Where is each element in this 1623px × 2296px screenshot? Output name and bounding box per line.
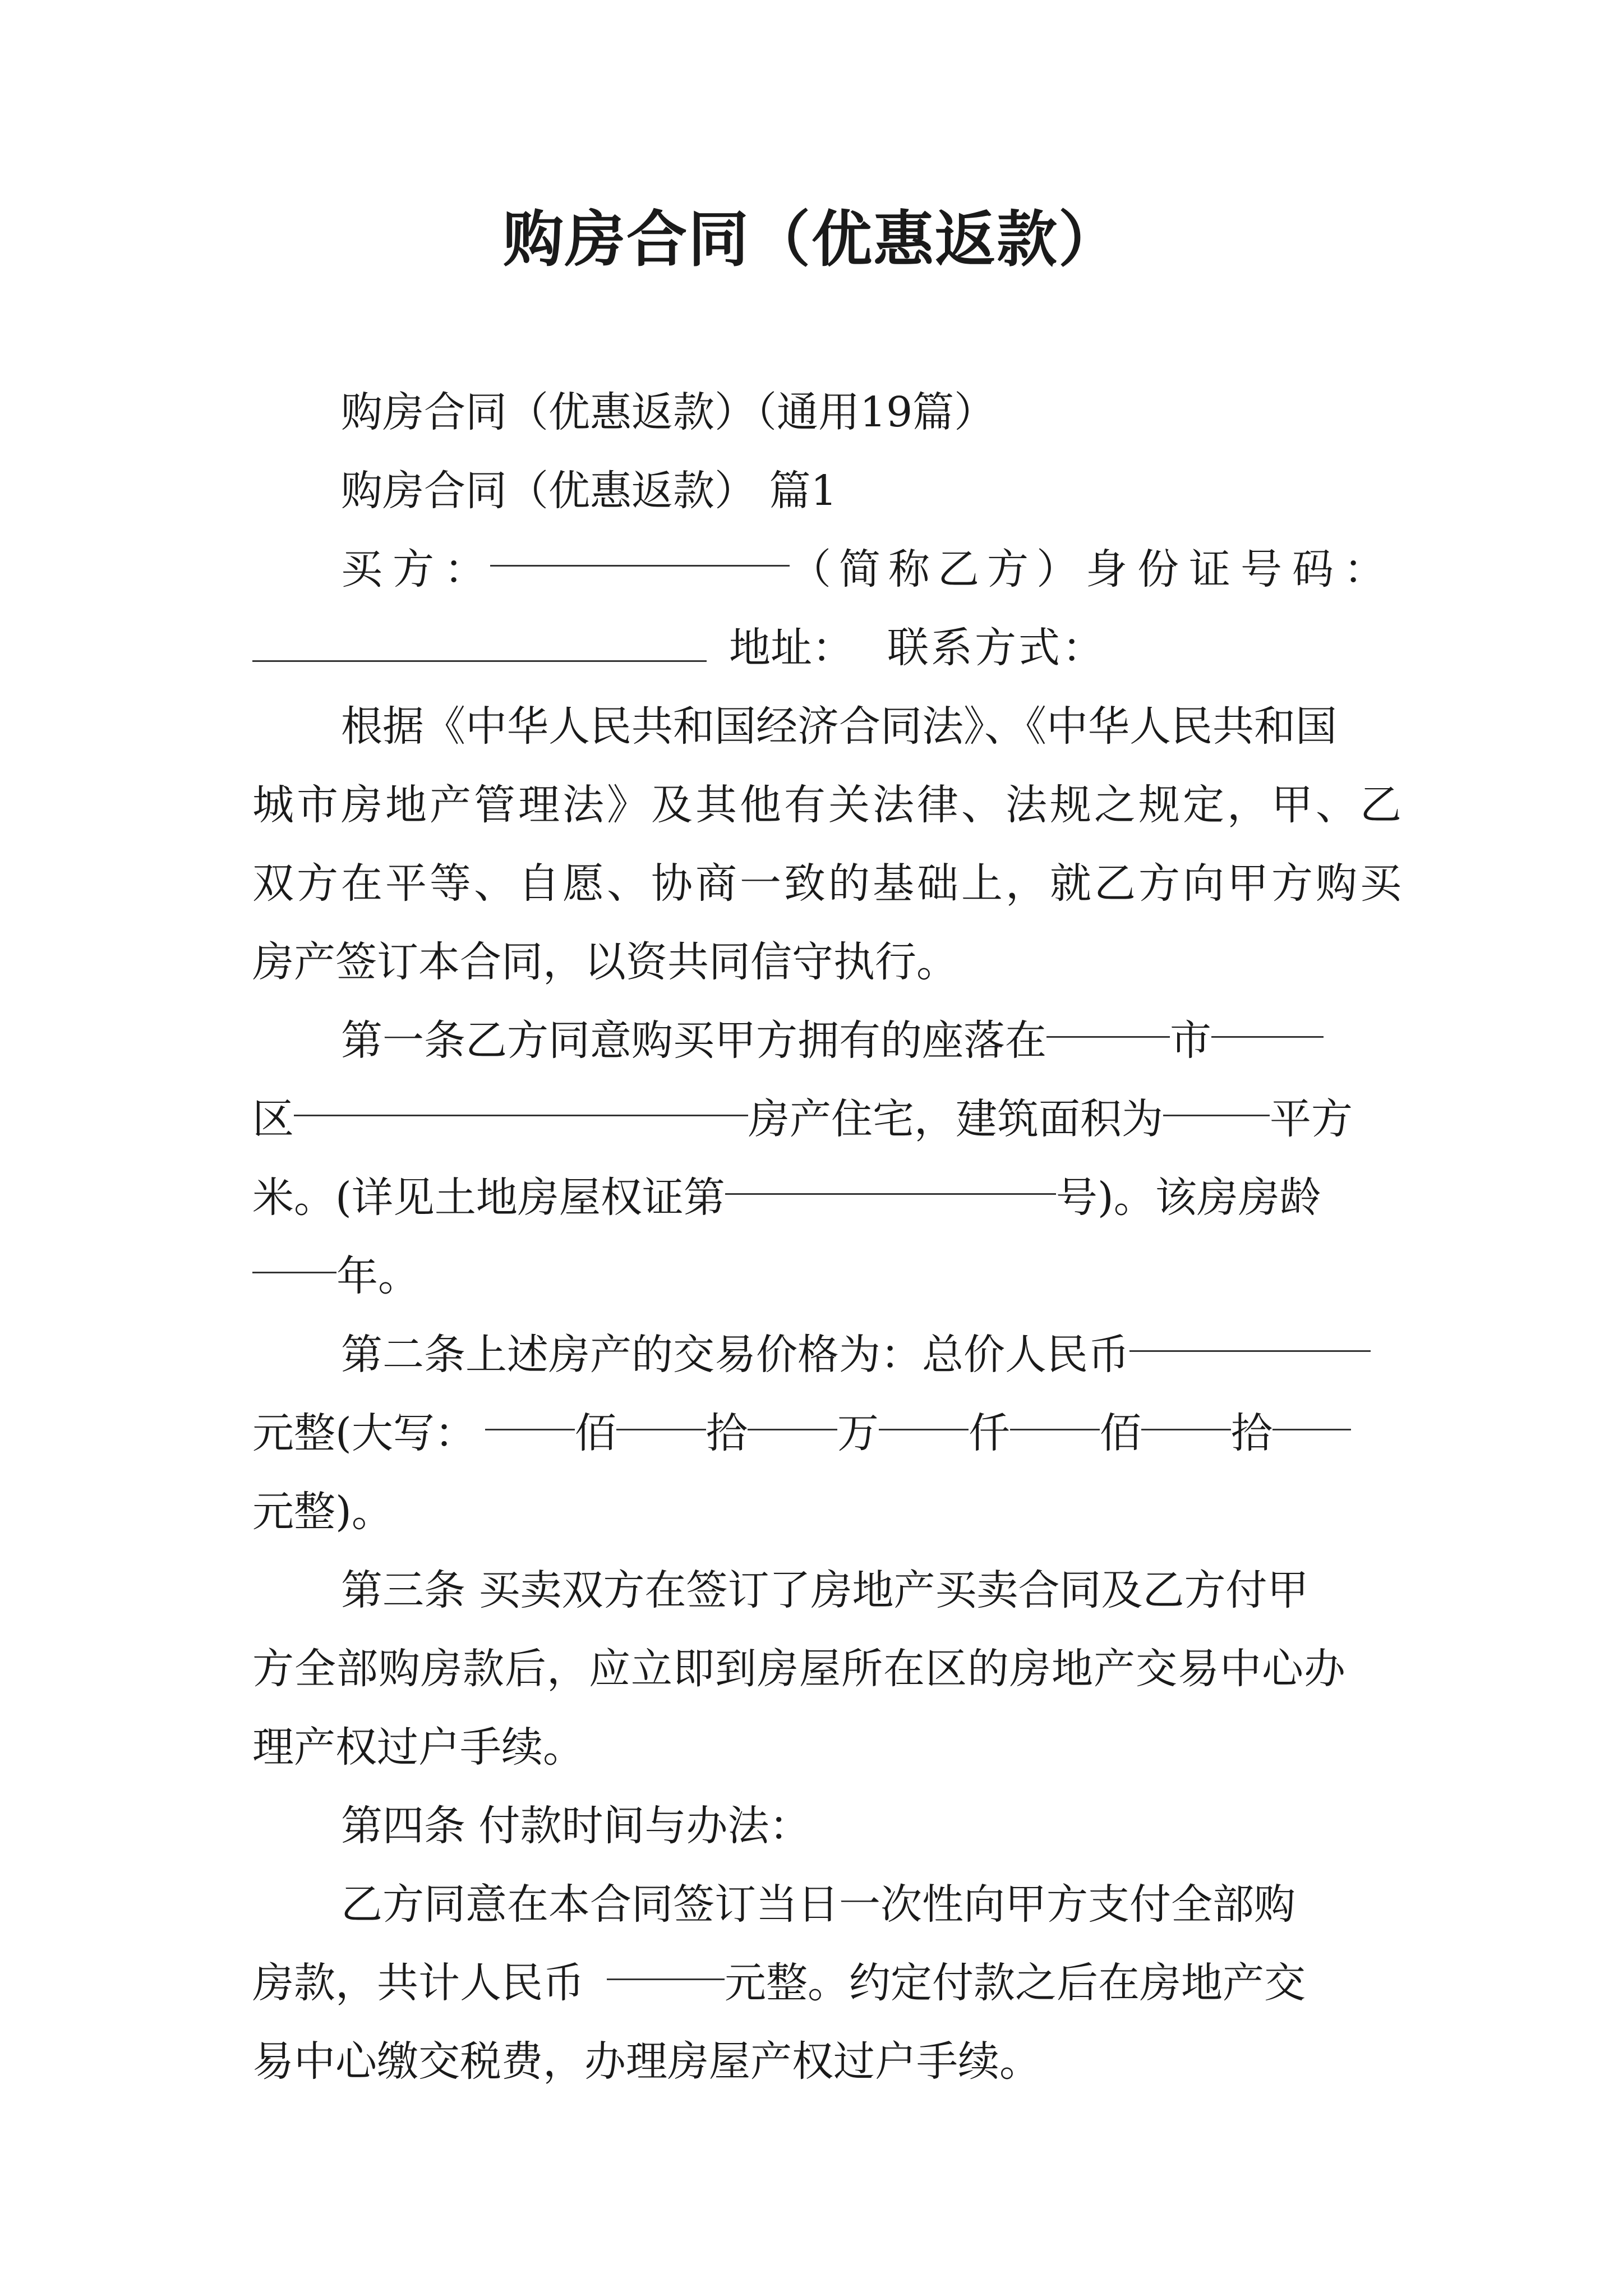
payment-total-text: 房款，共计人民币 bbox=[252, 1959, 584, 2007]
unit-shi-1: 拾 bbox=[706, 1409, 748, 1457]
intro-line-2 bbox=[252, 766, 1404, 844]
document-subtitle: 购房合同（优惠返款）（通用19篇） bbox=[341, 388, 996, 436]
section-heading: 购房合同（优惠返款） 篇1 bbox=[341, 467, 837, 515]
unit-bai-2: 佰 bbox=[1099, 1409, 1141, 1457]
city-blank-2 bbox=[1211, 1001, 1324, 1038]
article2-text: 第二条上述房产的交易价格为：总价人民币 bbox=[341, 1331, 1129, 1379]
amount-blank-4 bbox=[879, 1394, 969, 1430]
buyer-label: 买方： bbox=[341, 545, 496, 593]
sqm-label: 平方 bbox=[1270, 1095, 1353, 1143]
id-number-blank bbox=[252, 625, 707, 662]
area-blank bbox=[1163, 1080, 1270, 1116]
id-number-label: 身份证号码： bbox=[1086, 545, 1395, 593]
article3-line-1: 第三条 买卖双方在签订了房地产买卖合同及乙方付甲 bbox=[341, 1566, 1309, 1614]
house-age-text: 号)。该房房龄 bbox=[1055, 1174, 1321, 1222]
buyer-name-blank bbox=[490, 530, 790, 567]
article4-heading: 第四条 付款时间与办法： bbox=[341, 1802, 811, 1850]
amount-blank-5 bbox=[1010, 1394, 1100, 1430]
buyer-line bbox=[341, 530, 1395, 609]
intro-line-1: 根据《中华人民共和国经济合同法》、《中华人民共和国 bbox=[341, 702, 1337, 751]
article2-line-3: 元整)。 bbox=[252, 1488, 393, 1536]
amount-blank-2 bbox=[616, 1394, 706, 1430]
amount-blank-1 bbox=[485, 1394, 575, 1430]
district-label: 区 bbox=[252, 1095, 294, 1143]
certificate-text: 米。(详见土地房屋权证第 bbox=[252, 1174, 725, 1222]
house-type-text: 房产住宅，建筑面积为 bbox=[748, 1095, 1163, 1143]
amount-blank-7 bbox=[1272, 1394, 1351, 1430]
article4-line-2 bbox=[252, 1944, 1306, 2022]
article2-line-1 bbox=[341, 1315, 1391, 1394]
intro-text-3: 双方在平等、自愿、协商一致的基础上，就乙方向甲方购买 bbox=[252, 859, 1404, 908]
payment-terms-text: 元整。约定付款之后在房地产交 bbox=[725, 1959, 1306, 2007]
unit-qian: 仟 bbox=[968, 1409, 1010, 1457]
article1-line-2 bbox=[252, 1080, 1391, 1158]
uppercase-amount-label: 元整(大写： bbox=[252, 1409, 476, 1457]
intro-text-2: 城市房地产管理法》及其他有关法律、法规之规定，甲、乙 bbox=[252, 781, 1404, 829]
article2-line-2 bbox=[252, 1394, 1391, 1473]
article3-text-2: 方全部购房款后，应立即到房屋所在区的房地产交易中心办 bbox=[252, 1645, 1346, 1693]
unit-wan: 万 bbox=[837, 1409, 879, 1457]
total-price-blank bbox=[1129, 1315, 1371, 1352]
article3-line-2 bbox=[252, 1630, 1391, 1708]
address-line bbox=[252, 609, 1106, 687]
amount-blank-6 bbox=[1141, 1394, 1231, 1430]
article1-line-3 bbox=[252, 1158, 1391, 1237]
intro-line-4: 房产签订本合同，以资共同信守执行。 bbox=[252, 938, 958, 986]
unit-bai-1: 佰 bbox=[574, 1409, 616, 1457]
payment-amount-blank bbox=[607, 1944, 725, 1980]
article1-line-1 bbox=[341, 1001, 1391, 1080]
unit-shi-2: 拾 bbox=[1230, 1409, 1272, 1457]
address-label: 地址： bbox=[729, 624, 854, 672]
contact-label: 联系方式： bbox=[887, 624, 1106, 672]
intro-line-3 bbox=[252, 844, 1404, 923]
short-name-label: （简称乙方） bbox=[790, 545, 1086, 593]
amount-blank-3 bbox=[748, 1394, 837, 1430]
article3-line-3: 理产权过户手续。 bbox=[252, 1723, 584, 1772]
city-blank bbox=[1046, 1001, 1170, 1038]
article1-line-4 bbox=[252, 1237, 419, 1315]
article1-text: 第一条乙方同意购买甲方拥有的座落在 bbox=[341, 1016, 1046, 1065]
district-blank bbox=[294, 1080, 748, 1116]
article4-line-3: 易中心缴交税费，办理房屋产权过户手续。 bbox=[252, 2037, 1041, 2086]
page-title: 购房合同（优惠返款） bbox=[502, 204, 1120, 275]
article4-line-1: 乙方同意在本合同签订当日一次性向甲方支付全部购 bbox=[341, 1880, 1295, 1929]
certificate-number-blank bbox=[725, 1158, 1056, 1195]
city-label: 市 bbox=[1170, 1016, 1211, 1065]
year-label: 年。 bbox=[336, 1252, 419, 1300]
house-age-blank bbox=[252, 1237, 336, 1273]
